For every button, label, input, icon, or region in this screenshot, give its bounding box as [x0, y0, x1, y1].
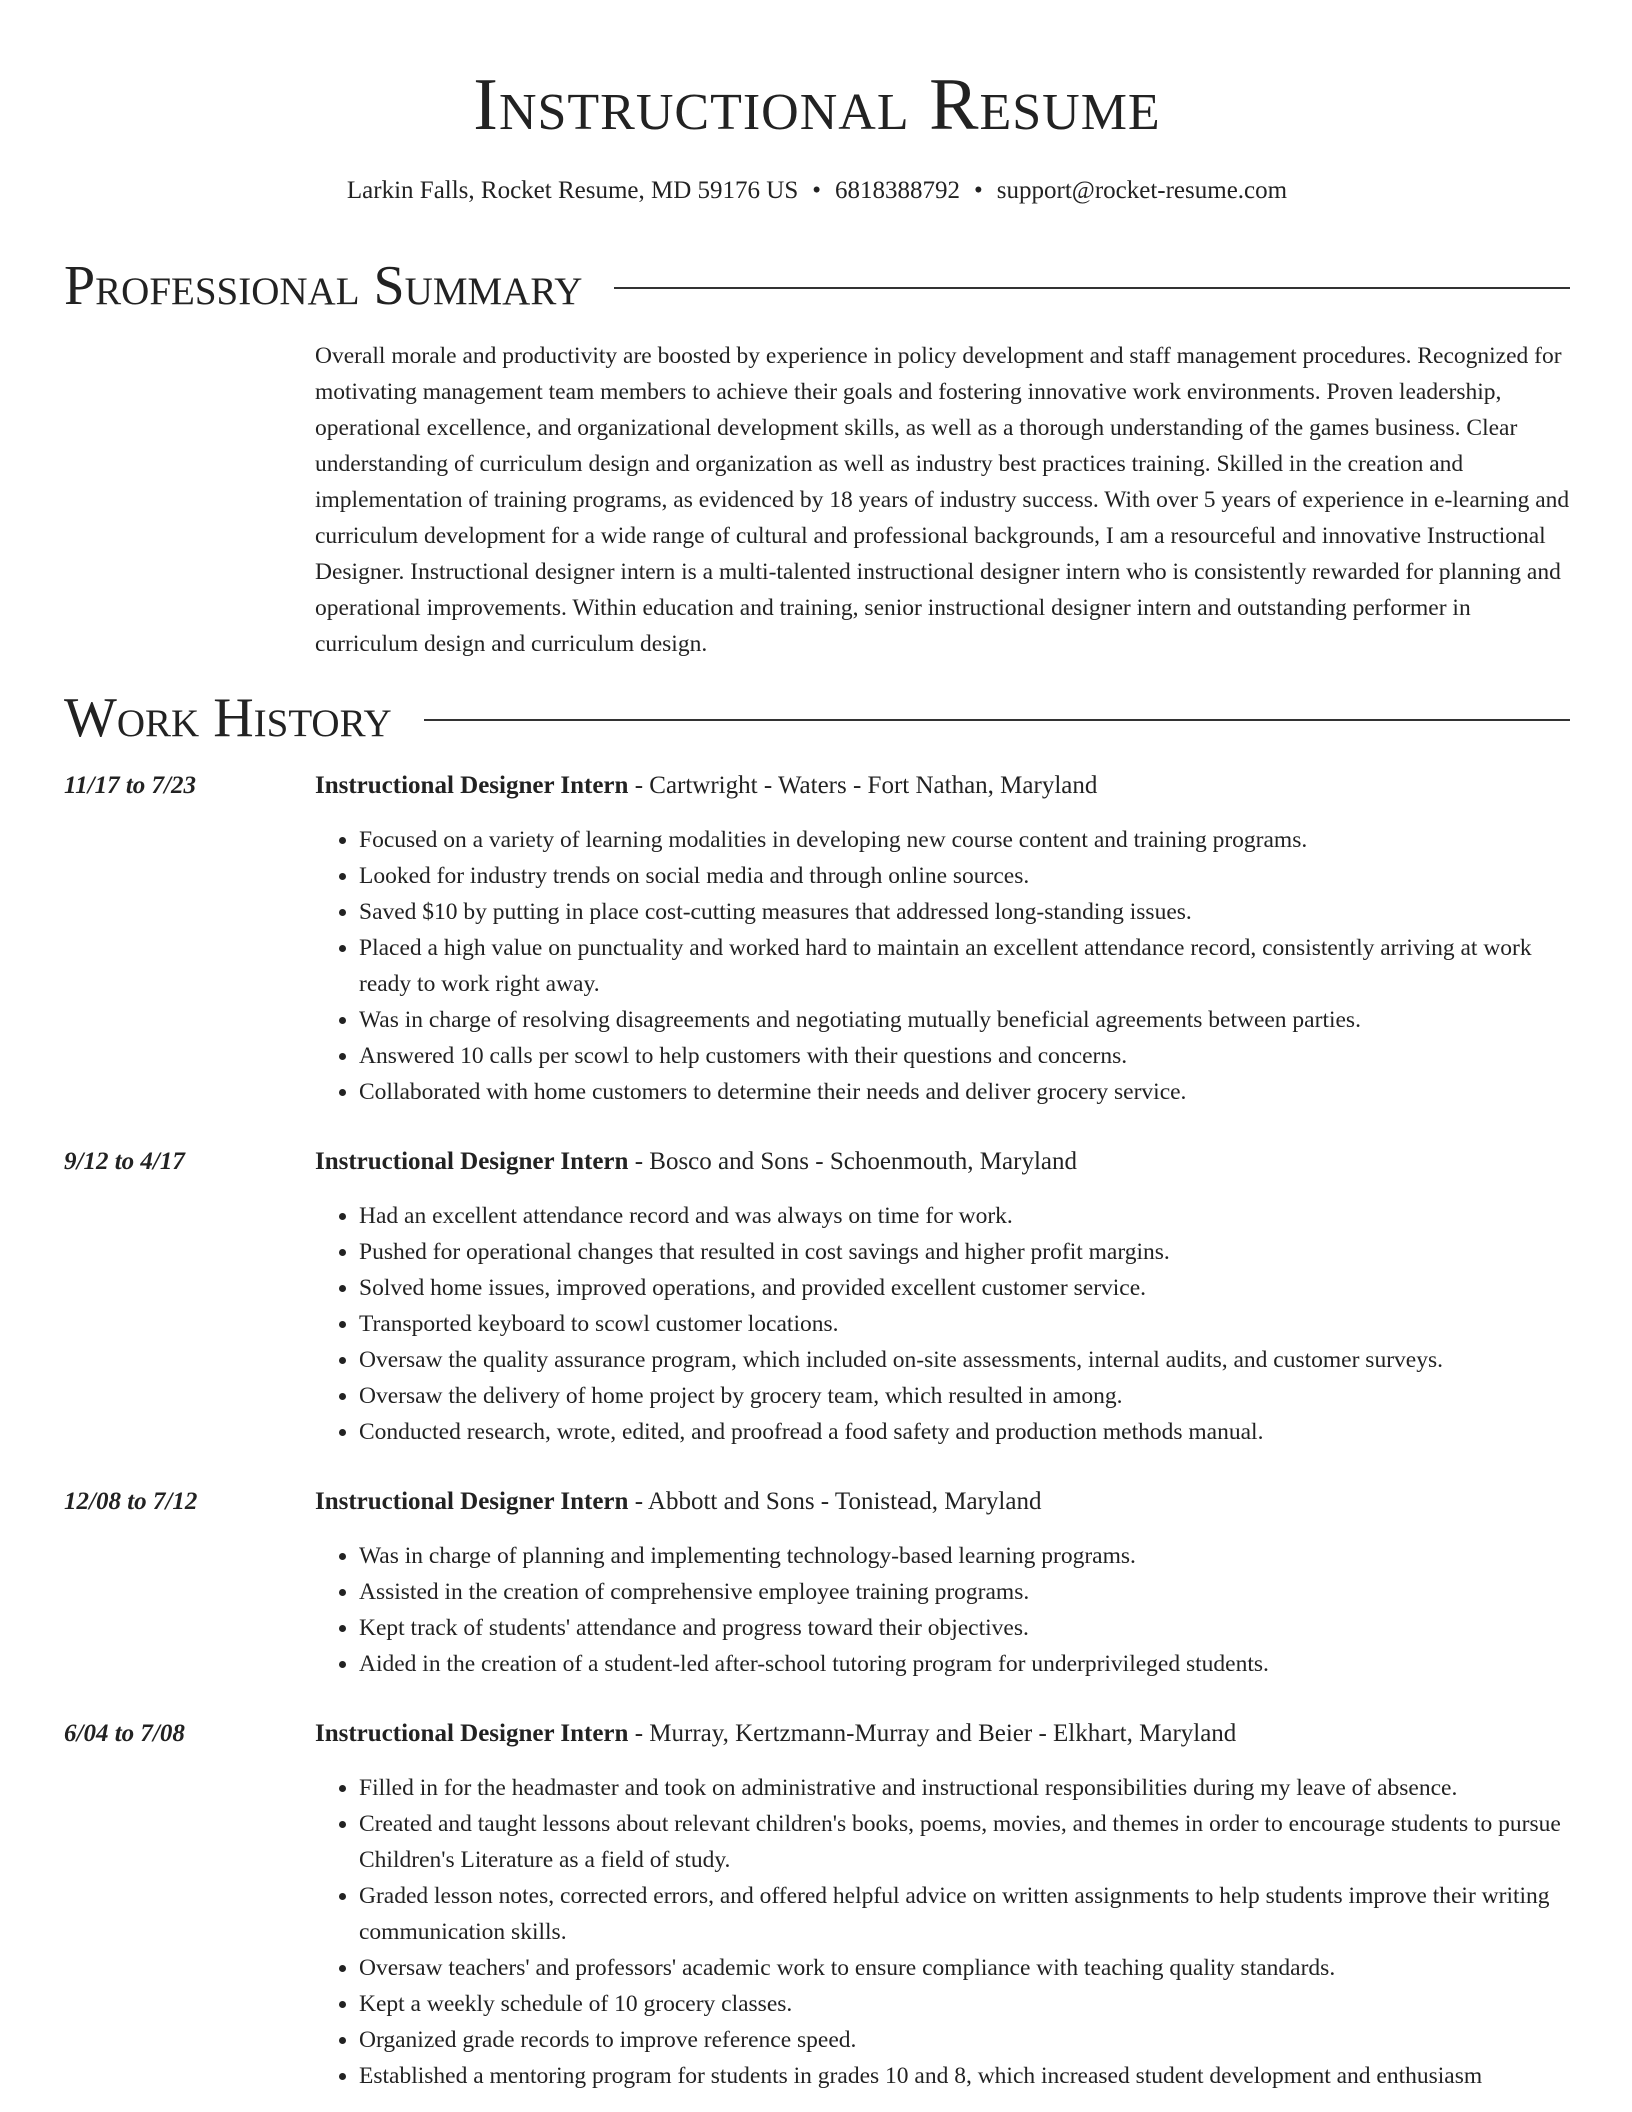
job-bullets: [315, 822, 1570, 1110]
job-bullet: • Filled in for the headmaster and took on administrative and instructional responsibilities during my leave of absence.: [359, 1770, 1570, 1806]
job-bullet: • Oversaw the delivery of home project by grocery team, which resulted in among.: [359, 1378, 1570, 1414]
job-bullets: [315, 1538, 1570, 1682]
job-bullet: • Organized grade records to improve reference speed.: [359, 2022, 1570, 2058]
job-bullet: • Answered 10 calls per scowl to help customers with their questions and concerns.: [359, 1038, 1570, 1074]
job-bullet: • Oversaw the quality assurance program, which included on-site assessments, internal audits, and customer surveys.: [359, 1342, 1570, 1378]
job-bullet: • Transported keyboard to scowl customer locations.: [359, 1306, 1570, 1342]
job-bullet: • Pushed for operational changes that resulted in cost savings and higher profit margins.: [359, 1234, 1570, 1270]
job-title: Instructional Designer Intern: [315, 1488, 629, 1515]
contact-phone: 6818388792: [835, 177, 961, 204]
job-bullet: • Solved home issues, improved operations, and provided excellent customer service.: [359, 1270, 1570, 1306]
section-divider: [424, 719, 1570, 721]
job-heading: [315, 1144, 1077, 1180]
job-heading: [315, 1484, 1041, 1520]
job-heading: [315, 1716, 1236, 1752]
contact-email: support@rocket-resume.com: [996, 177, 1288, 204]
job-bullet: • Had an excellent attendance record and was always on time for work.: [359, 1198, 1570, 1234]
contact-address: Larkin Falls, Rocket Resume, MD 59176 US: [346, 177, 799, 204]
job-employer: - Bosco and Sons - Schoenmouth, Maryland: [628, 1148, 1077, 1175]
job-bullets: [315, 1198, 1570, 1450]
job-bullet: • Looked for industry trends on social media and through online sources.: [359, 858, 1570, 894]
job-bullet: • Placed a high value on punctuality and worked hard to maintain an excellent attendance record, consistently arriving at work ready to work right away.: [359, 930, 1570, 1002]
job-heading: [315, 768, 1097, 804]
section-divider: [614, 287, 1570, 289]
job-bullet: • Saved $10 by putting in place cost-cutting measures that addressed long-standing issues.: [359, 894, 1570, 930]
job-bullets: [315, 1770, 1570, 2094]
job-title: Instructional Designer Intern: [315, 1720, 629, 1747]
job-title: Instructional Designer Intern: [315, 772, 629, 799]
job-bullet: • Aided in the creation of a student-led after-school tutoring program for underprivileged students.: [359, 1646, 1570, 1682]
resume-name: Instructional Resume: [473, 64, 1161, 146]
summary-section-header: [64, 254, 1570, 318]
job-bullet: • Conducted research, wrote, edited, and proofread a food safety and production methods manual.: [359, 1414, 1570, 1450]
job-bullet: • Oversaw teachers' and professors' academic work to ensure compliance with teaching quality standards.: [359, 1950, 1570, 1986]
job-dates: 12/08 to 7/12: [64, 1488, 198, 1515]
contact-separator: •: [812, 177, 822, 204]
job-bullet: • Focused on a variety of learning modalities in developing new course content and training programs.: [359, 822, 1570, 858]
job-bullet: • Kept a weekly schedule of 10 grocery classes.: [359, 1986, 1570, 2022]
job-bullet: • Kept track of students' attendance and progress toward their objectives.: [359, 1610, 1570, 1646]
job-bullet: • Was in charge of resolving disagreements and negotiating mutually beneficial agreements between parties.: [359, 1002, 1570, 1038]
work-history-section-title: Work History: [64, 687, 392, 749]
work-history-section-header: [64, 686, 1570, 750]
contact-separator: •: [974, 177, 983, 204]
job-dates: 9/12 to 4/17: [64, 1148, 185, 1175]
summary-text: Overall morale and productivity are boosted by experience in policy development and staff management procedures. Recognized for motivating management team members to achieve their goals and fostering innovative work environments. Proven leadership, operational excellence, and organizational development skills, as well as a thorough understanding of the games business. Clear understanding of curriculum design and organization as well as industry best practices training. Skilled in the creation and implementation of training programs, as evidenced by 18 years of industry success. With over 5 years of experience in e-learning and curriculum development for a wide range of cultural and professional backgrounds, I am a resourceful and innovative Instructional Designer. Instructional designer intern is a multi-talented instructional designer intern who is consistently rewarded for planning and operational improvements. Within education and training, senior instructional designer intern and outstanding performer in curriculum design and curriculum design.: [315, 343, 1570, 657]
job-employer: - Cartwright - Waters - Fort Nathan, Maryland: [628, 772, 1098, 799]
summary-section-title: Professional Summary: [64, 255, 583, 317]
job-bullet: • Graded lesson notes, corrected errors, and offered helpful advice on written assignments to help students improve their writing communication skills.: [359, 1878, 1570, 1950]
job-employer: - Murray, Kertzmann-Murray and Beier - Elkhart, Maryland: [628, 1720, 1237, 1747]
job-bullet: • Collaborated with home customers to determine their needs and deliver grocery service.: [359, 1074, 1570, 1110]
job-title: Instructional Designer Intern: [315, 1148, 629, 1175]
job-dates: 11/17 to 7/23: [64, 772, 196, 799]
job-bullet: • Was in charge of planning and implementing technology-based learning programs.: [359, 1538, 1570, 1574]
job-dates: 6/04 to 7/08: [64, 1720, 185, 1747]
contact-line: [64, 174, 1570, 208]
job-bullet: • Assisted in the creation of comprehensive employee training programs.: [359, 1574, 1570, 1610]
job-bullet: • Established a mentoring program for students in grades 10 and 8, which increased student development and enthusiasm: [359, 2058, 1570, 2094]
job-employer: - Abbott and Sons - Tonistead, Maryland: [628, 1488, 1042, 1515]
job-bullet: • Created and taught lessons about relevant children's books, poems, movies, and themes in order to encourage students to pursue Children's Literature as a field of study.: [359, 1806, 1570, 1878]
